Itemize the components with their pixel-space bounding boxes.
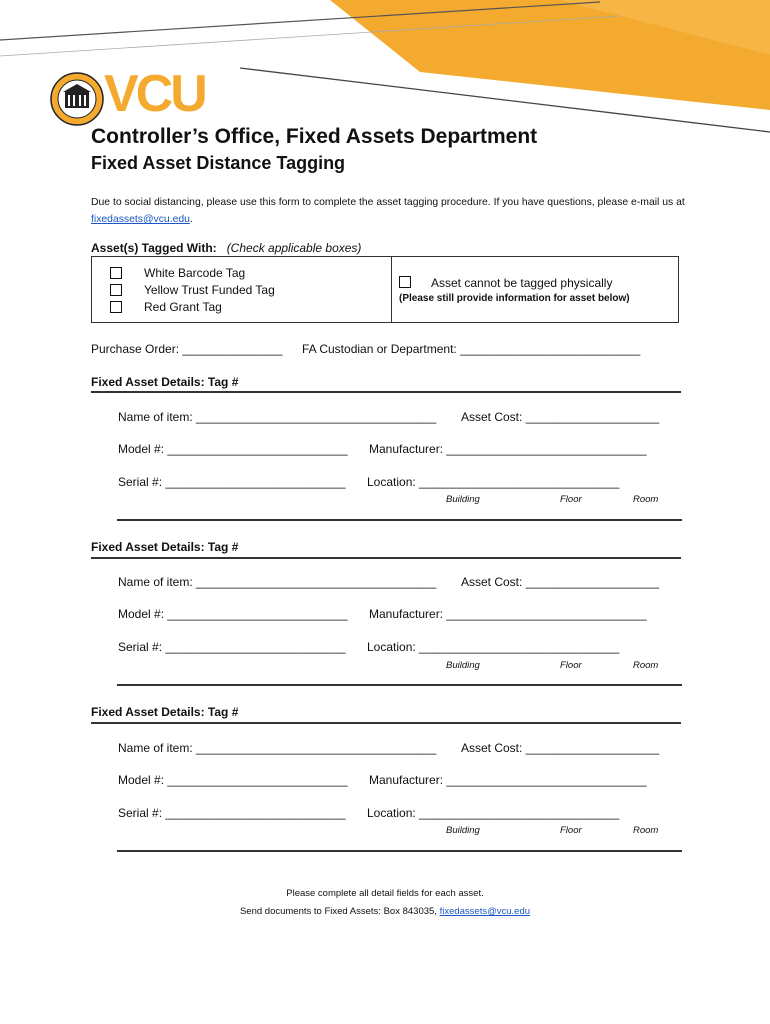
room-label: Room [633, 825, 659, 836]
asset-cost-field[interactable]: Asset Cost: ____________________ [461, 410, 660, 424]
cannot-tag-note: (Please still provide information for asset below) [399, 293, 630, 304]
section-bottom-rule [117, 850, 682, 852]
model-field[interactable]: Model #: ___________________________ [118, 442, 348, 456]
building-label: Building [446, 825, 480, 836]
purchase-order-field[interactable]: Purchase Order: _______________ [91, 342, 283, 356]
vcu-logo-text: VCU [104, 65, 205, 123]
intro-body: Due to social distancing, please use this form to complete the asset tagging procedure. If you have questions, please e-mail us at [91, 197, 685, 208]
room-label: Room [633, 494, 659, 505]
model-field[interactable]: Model #: ___________________________ [118, 773, 348, 787]
item-name-field[interactable]: Name of item: ____________________________________ [118, 575, 437, 589]
asset-cost-field[interactable]: Asset Cost: ____________________ [461, 575, 660, 589]
section-rule [91, 391, 681, 393]
tag-option-yellow: Yellow Trust Funded Tag [144, 283, 275, 297]
footer-email-link[interactable]: fixedassets@vcu.edu [439, 906, 531, 917]
floor-label: Floor [560, 660, 582, 671]
item-name-field[interactable]: Name of item: ____________________________________ [118, 741, 437, 755]
tags-label [91, 241, 361, 255]
footer-line-1: Please complete all detail fields for each asset. [286, 888, 484, 899]
section-bottom-rule [117, 684, 682, 686]
white-barcode-checkbox[interactable] [110, 267, 122, 279]
tags-hint: (Check applicable boxes) [226, 241, 362, 255]
item-name-field[interactable]: Name of item: ____________________________________ [118, 410, 437, 424]
tag-box-divider [391, 257, 392, 322]
manufacturer-field[interactable]: Manufacturer: ______________________________ [369, 607, 647, 621]
intro-text [91, 194, 691, 228]
location-field[interactable]: Location: ______________________________ [367, 640, 620, 654]
location-field[interactable]: Location: ______________________________ [367, 806, 620, 820]
floor-label: Floor [560, 494, 582, 505]
manufacturer-field[interactable]: Manufacturer: ______________________________ [369, 773, 647, 787]
page-title: Controller’s Office, Fixed Assets Department [91, 125, 538, 148]
yellow-trust-checkbox[interactable] [110, 284, 122, 296]
serial-field[interactable]: Serial #: ___________________________ [118, 640, 346, 654]
intro-email-link[interactable]: fixedassets@vcu.edu [91, 214, 190, 225]
tags-label-text: Asset(s) Tagged With: [91, 241, 217, 255]
building-label: Building [446, 494, 480, 505]
footer-send-text: Send documents to Fixed Assets: Box 843035, [239, 906, 440, 917]
model-field[interactable]: Model #: ___________________________ [118, 607, 348, 621]
vcu-seal-icon [50, 72, 104, 126]
building-label: Building [446, 660, 480, 671]
floor-label: Floor [560, 825, 582, 836]
cannot-tag-checkbox[interactable] [399, 276, 411, 288]
red-grant-checkbox[interactable] [110, 301, 122, 313]
section-rule [91, 722, 681, 724]
custodian-field[interactable]: FA Custodian or Department: ___________________________ [302, 342, 641, 356]
cannot-tag-label: Asset cannot be tagged physically [431, 276, 613, 290]
section-title: Fixed Asset Details: Tag # [91, 375, 239, 389]
serial-field[interactable]: Serial #: ___________________________ [118, 475, 346, 489]
serial-field[interactable]: Serial #: ___________________________ [118, 806, 346, 820]
section-title: Fixed Asset Details: Tag # [91, 705, 239, 719]
footer-line-2 [0, 906, 770, 917]
section-rule [91, 557, 681, 559]
room-label: Room [633, 660, 659, 671]
section-title: Fixed Asset Details: Tag # [91, 540, 239, 554]
manufacturer-field[interactable]: Manufacturer: ______________________________ [369, 442, 647, 456]
intro-end: . [189, 214, 193, 225]
tag-option-white: White Barcode Tag [144, 266, 246, 280]
location-field[interactable]: Location: ______________________________ [367, 475, 620, 489]
asset-cost-field[interactable]: Asset Cost: ____________________ [461, 741, 660, 755]
tag-option-red: Red Grant Tag [144, 300, 222, 314]
section-bottom-rule [117, 519, 682, 521]
page-subtitle: Fixed Asset Distance Tagging [91, 153, 346, 173]
